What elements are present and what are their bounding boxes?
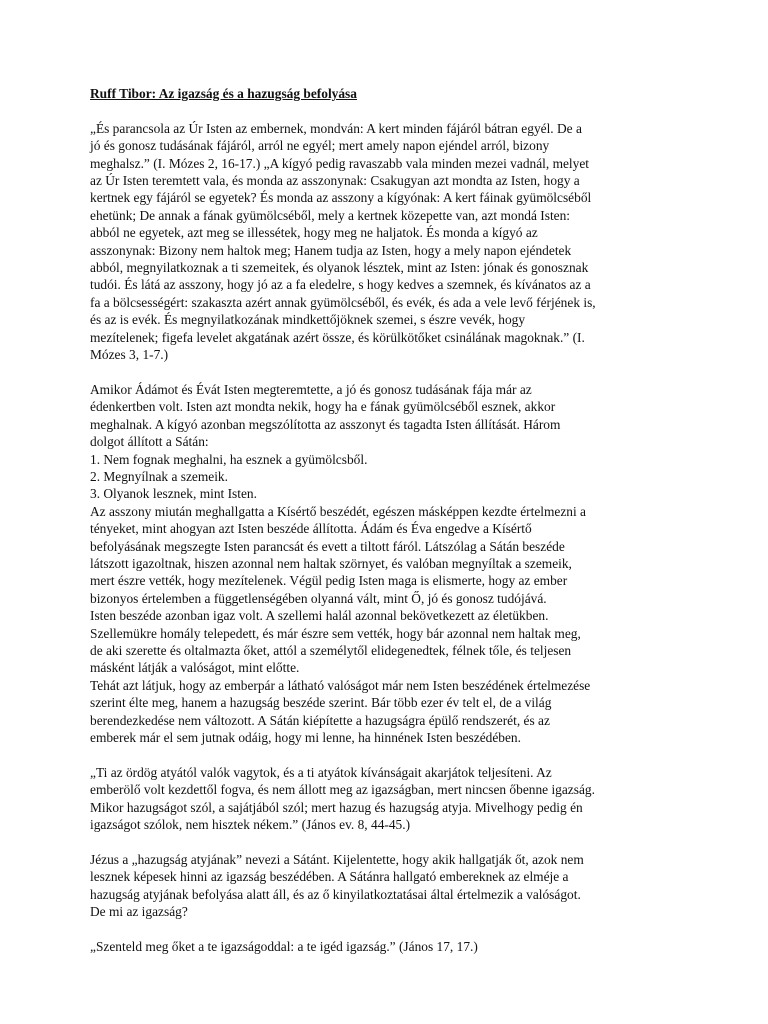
text-line: asszonynak: Bizony nem haltok meg; Hanem tudja az Isten, hogy a mely napon ejéndetek: [90, 242, 572, 258]
text-line: de aki szerette és oltalmazta őket, attól a személytől elidegenedtek, félnek tőle, és teljesen: [90, 642, 572, 658]
body-paragraph: [90, 120, 690, 364]
text-line: látszott igazoltnak, hiszen azonnal nem haltak szörnyet, és valóban megnyíltak a szemeik,: [90, 555, 572, 571]
text-line: 1. Nem fognak meghalni, ha esznek a gyümölcsből.: [90, 451, 368, 467]
text-line: Szellemükre homály telepedett, és már észre sem vették, hogy bár azonnal nem haltak meg,: [90, 625, 581, 641]
text-line: „Ti az ördög atyától valók vagytok, és a ti atyátok kívánságait akarjátok teljesíteni. Az: [90, 764, 552, 780]
body-paragraph: [90, 851, 690, 921]
body-paragraph: [90, 381, 690, 747]
text-line: Jézus a „hazugság atyjának” nevezi a Sátánt. Kijelentette, hogy akik hallgatják őt, azok nem: [90, 851, 584, 867]
text-line: másként látják a valóságot, mint előtte.: [90, 660, 300, 676]
text-line: tényeket, mint ahogyan azt Isten beszéde állította. Ádám és Éva engedve a Kísértő: [90, 521, 532, 537]
body-paragraph: [90, 764, 690, 834]
text-line: lesznek képesek hinni az igazság beszédében. A Sátánra hallgató embereknek az elméje a: [90, 869, 569, 885]
text-line: az Úr Isten teremtett vala, és monda az asszonynak: Csakugyan azt mondta az Isten, hogy a: [90, 173, 580, 189]
text-line: tudói. És látá az asszony, hogy jó az a fa eledelre, s hogy kedves a szemnek, és kívánatos az a: [90, 277, 591, 293]
text-line: mert észre vették, hogy mezítelenek. Végül pedig Isten maga is elismerte, hogy az ember: [90, 573, 568, 589]
text-line: hazugság atyjának befolyása alatt áll, és az ő kinyilatkoztatásai által értelmezik a valóságot.: [90, 886, 581, 902]
text-line: meghalsz.” (I. Mózes 2, 16-17.) „A kígyó pedig ravaszabb vala minden mezei vadnál, melyet: [90, 155, 590, 171]
text-line: bizonyos értelemben a függetlenségében olyanná vált, mint Ő, jó és gonosz tudójává.: [90, 590, 547, 606]
text-line: dolgot állított a Sátán:: [90, 434, 209, 450]
text-line: Az asszony miután meghallgatta a Kísértő beszédét, egészen másképpen kezdte értelmezni a: [90, 503, 586, 519]
document-content: [90, 85, 690, 955]
paragraph-spacer: [90, 833, 690, 850]
text-line: befolyásának megszegte Isten parancsát és evett a tiltott fáról. Látszólag a Sátán beszéde: [90, 538, 565, 554]
text-line: kertnek egy fájáról se egyetek? És monda az asszony a kígyónak: A kert fáinak gyümölcséből: [90, 190, 592, 206]
paragraph-spacer: [90, 746, 690, 763]
text-line: fa a bölcsességért: szakaszta azért annak gyümölcséből, és evék, és ada a vele levő férjének is,: [90, 294, 596, 310]
text-line: szerint élte meg, hanem a hazugság beszéde szerint. Bár több ezer év telt el, de a világ: [90, 695, 552, 711]
text-line: Tehát azt látjuk, hogy az emberpár a látható valóságot már nem Isten beszédének értelmezése: [90, 677, 591, 693]
document-body: [90, 120, 690, 955]
text-line: jó és gonosz tudásának fájáról, arról ne egyél; mert amely napon ejéndel arról, bizony: [90, 138, 550, 154]
text-line: 3. Olyanok lesznek, mint Isten.: [90, 486, 257, 502]
paragraph-spacer: [90, 363, 690, 380]
text-line: igazságot szólok, nem hisztek nékem.” (János ev. 8, 44-45.): [90, 817, 411, 833]
text-line: 2. Megnyílnak a szemeik.: [90, 468, 228, 484]
document-title: Ruff Tibor: Az igazság és a hazugság befolyása: [90, 86, 357, 101]
text-line: meghalnak. A kígyó azonban megszólította az asszonyt és tagadta Isten állítását. Három: [90, 416, 561, 432]
text-line: édenkertben volt. Isten azt mondta nekik, hogy ha e fának gyümölcséből esznek, akkor: [90, 399, 556, 415]
text-line: De mi az igazság?: [90, 904, 188, 920]
paragraph-spacer: [90, 920, 690, 937]
text-line: abból, megnyilatkoznak a ti szemeitek, és olyanok lésztek, mint az Isten: jónak és gonosznak: [90, 260, 589, 276]
text-line: „És parancsola az Úr Isten az embernek, mondván: A kert minden fájáról bátran egyél. De a: [90, 120, 582, 136]
text-line: és az is evék. És megnyilatkozának mindkettőjöknek szemei, s észre vevék, hogy: [90, 312, 526, 328]
text-line: „Szenteld meg őket a te igazságoddal: a te igéd igazság.” (János 17, 17.): [90, 938, 478, 954]
text-line: emberek már el sem jutnak odáig, hogy mi lenne, ha hinnének Isten beszédében.: [90, 730, 521, 745]
text-line: emberölő volt kezdettől fogva, és nem állott meg az igazságban, mert nincsen őbenne igazság.: [90, 782, 595, 798]
text-line: mezítelenek; figefa levelet akgatának azért össze, és körülkötőket csinálának magoknak.” (I.: [90, 329, 585, 345]
text-line: ehetünk; De annak a fának gyümölcséből, mely a kertnek közepette van, azt mondá Isten:: [90, 207, 571, 223]
text-line: Mózes 3, 1-7.): [90, 347, 169, 363]
text-line: berendezkedése nem változott. A Sátán kiépítette a hazugságra épülő rendszerét, és az: [90, 712, 550, 728]
text-line: Isten beszéde azonban igaz volt. A szellemi halál azonnal bekövetkezett az életükben.: [90, 608, 549, 624]
text-line: Amikor Ádámot és Évát Isten megteremtette, a jó és gonosz tudásának fája már az: [90, 381, 532, 397]
text-line: Mikor hazugságot szól, a sajátjából szól; mert hazug és hazugság atyja. Mivelhogy pedig én: [90, 799, 583, 815]
text-line: abból ne egyetek, azt meg se illessétek, hogy meg ne haljatok. És monda a kígyó az: [90, 225, 538, 241]
body-paragraph: [90, 938, 690, 955]
